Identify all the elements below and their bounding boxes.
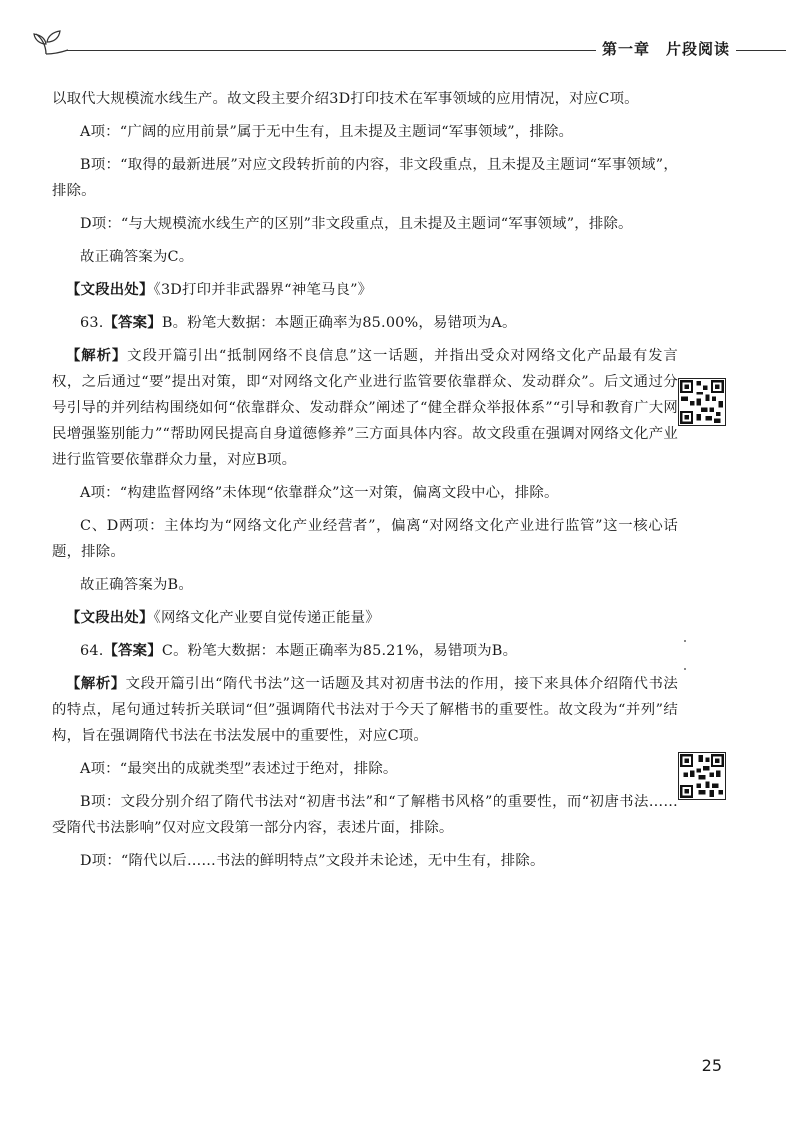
analysis-paragraph: 【解析】文段开篇引出“抵制网络不良信息”这一话题，并指出受众对网络文化产品最有发言权，之后通过“要”提出对策，即“对网络文化产业进行监管要依靠群众、发动群众”。后文通过分号引导的并列结构围绕如何“依靠群众、发动群众”阐述了“健全群众举报体系”“引导和教育广大网民增强鉴别能力”“帮助网民提高自身道德修养”三方面具体内容。故文段重在强调对网络文化产业进行监管要依靠群众力量，对应B项。 xyxy=(52,348,678,468)
page-header xyxy=(0,0,800,80)
source-tag: 【文段出处】 xyxy=(66,610,154,626)
analysis-tag: 【解析】 xyxy=(66,676,126,692)
chapter-title: 第一章 片段阅读 xyxy=(596,38,736,59)
paragraph: C、D两项：主体均为“网络文化产业经营者”，偏离“对网络文化产业进行监管”这一核心话题，排除。 xyxy=(52,518,678,560)
answer-line: 64.【答案】C。粉笔大数据：本题正确率为85.21%，易错项为B。 xyxy=(80,643,518,659)
answer-tag: 【答案】 xyxy=(103,315,162,331)
paragraph: A项：“构建监督网络”未体现“依靠群众”这一对策，偏离文段中心，排除。 xyxy=(80,485,559,501)
page-body xyxy=(52,86,678,881)
analysis-paragraph: 【解析】文段开篇引出“隋代书法”这一话题及其对初唐书法的作用，接下来具体介绍隋代书法的特点，尾句通过转折关联词“但”强调隋代书法对于今天了解楷书的重要性。故文段为“并列”结构，旨在强调隋代书法在书法发展中的重要性，对应C项。 xyxy=(52,676,678,744)
scan-speck xyxy=(684,668,686,670)
qr-code-icon[interactable] xyxy=(678,378,726,426)
paragraph: A项：“最突出的成就类型”表述过于绝对，排除。 xyxy=(80,761,398,777)
qr-code-icon[interactable] xyxy=(678,752,726,800)
paragraph: 故正确答案为C。 xyxy=(80,249,194,265)
paragraph: D项：“隋代以后……书法的鲜明特点”文段并未论述，无中生有，排除。 xyxy=(80,853,545,869)
paragraph: 故正确答案为B。 xyxy=(80,577,193,593)
source-line: 【文段出处】《网络文化产业要自觉传递正能量》 xyxy=(66,610,380,626)
page-number: 25 xyxy=(701,1056,722,1075)
sprout-leaf-icon xyxy=(32,28,72,56)
header-rule-tail xyxy=(740,50,786,51)
paragraph: D项：“与大规模流水线生产的区别”非文段重点，且未提及主题词“军事领域”，排除。 xyxy=(80,216,633,232)
scan-speck xyxy=(684,640,686,642)
paragraph: A项：“广阔的应用前景”属于无中生有，且未提及主题词“军事领域”，排除。 xyxy=(80,124,574,140)
paragraph: B项：文段分别介绍了隋代书法对“初唐书法”和“了解楷书风格”的重要性，而“初唐书法……受隋代书法影响”仅对应文段第一部分内容，表述片面，排除。 xyxy=(52,794,678,836)
paragraph: 以取代大规模流水线生产。故文段主要介绍3D打印技术在军事领域的应用情况，对应C项。 xyxy=(52,91,639,107)
source-tag: 【文段出处】 xyxy=(66,282,154,298)
paragraph: B项：“取得的最新进展”对应文段转折前的内容，非文段重点，且未提及主题词“军事领域”，排除。 xyxy=(52,157,678,199)
answer-line: 63.【答案】B。粉笔大数据：本题正确率为85.00%，易错项为A。 xyxy=(80,315,517,331)
source-line: 【文段出处】《3D打印并非武器界“神笔马良”》 xyxy=(66,282,373,298)
answer-tag: 【答案】 xyxy=(103,643,162,659)
analysis-tag: 【解析】 xyxy=(66,348,128,364)
